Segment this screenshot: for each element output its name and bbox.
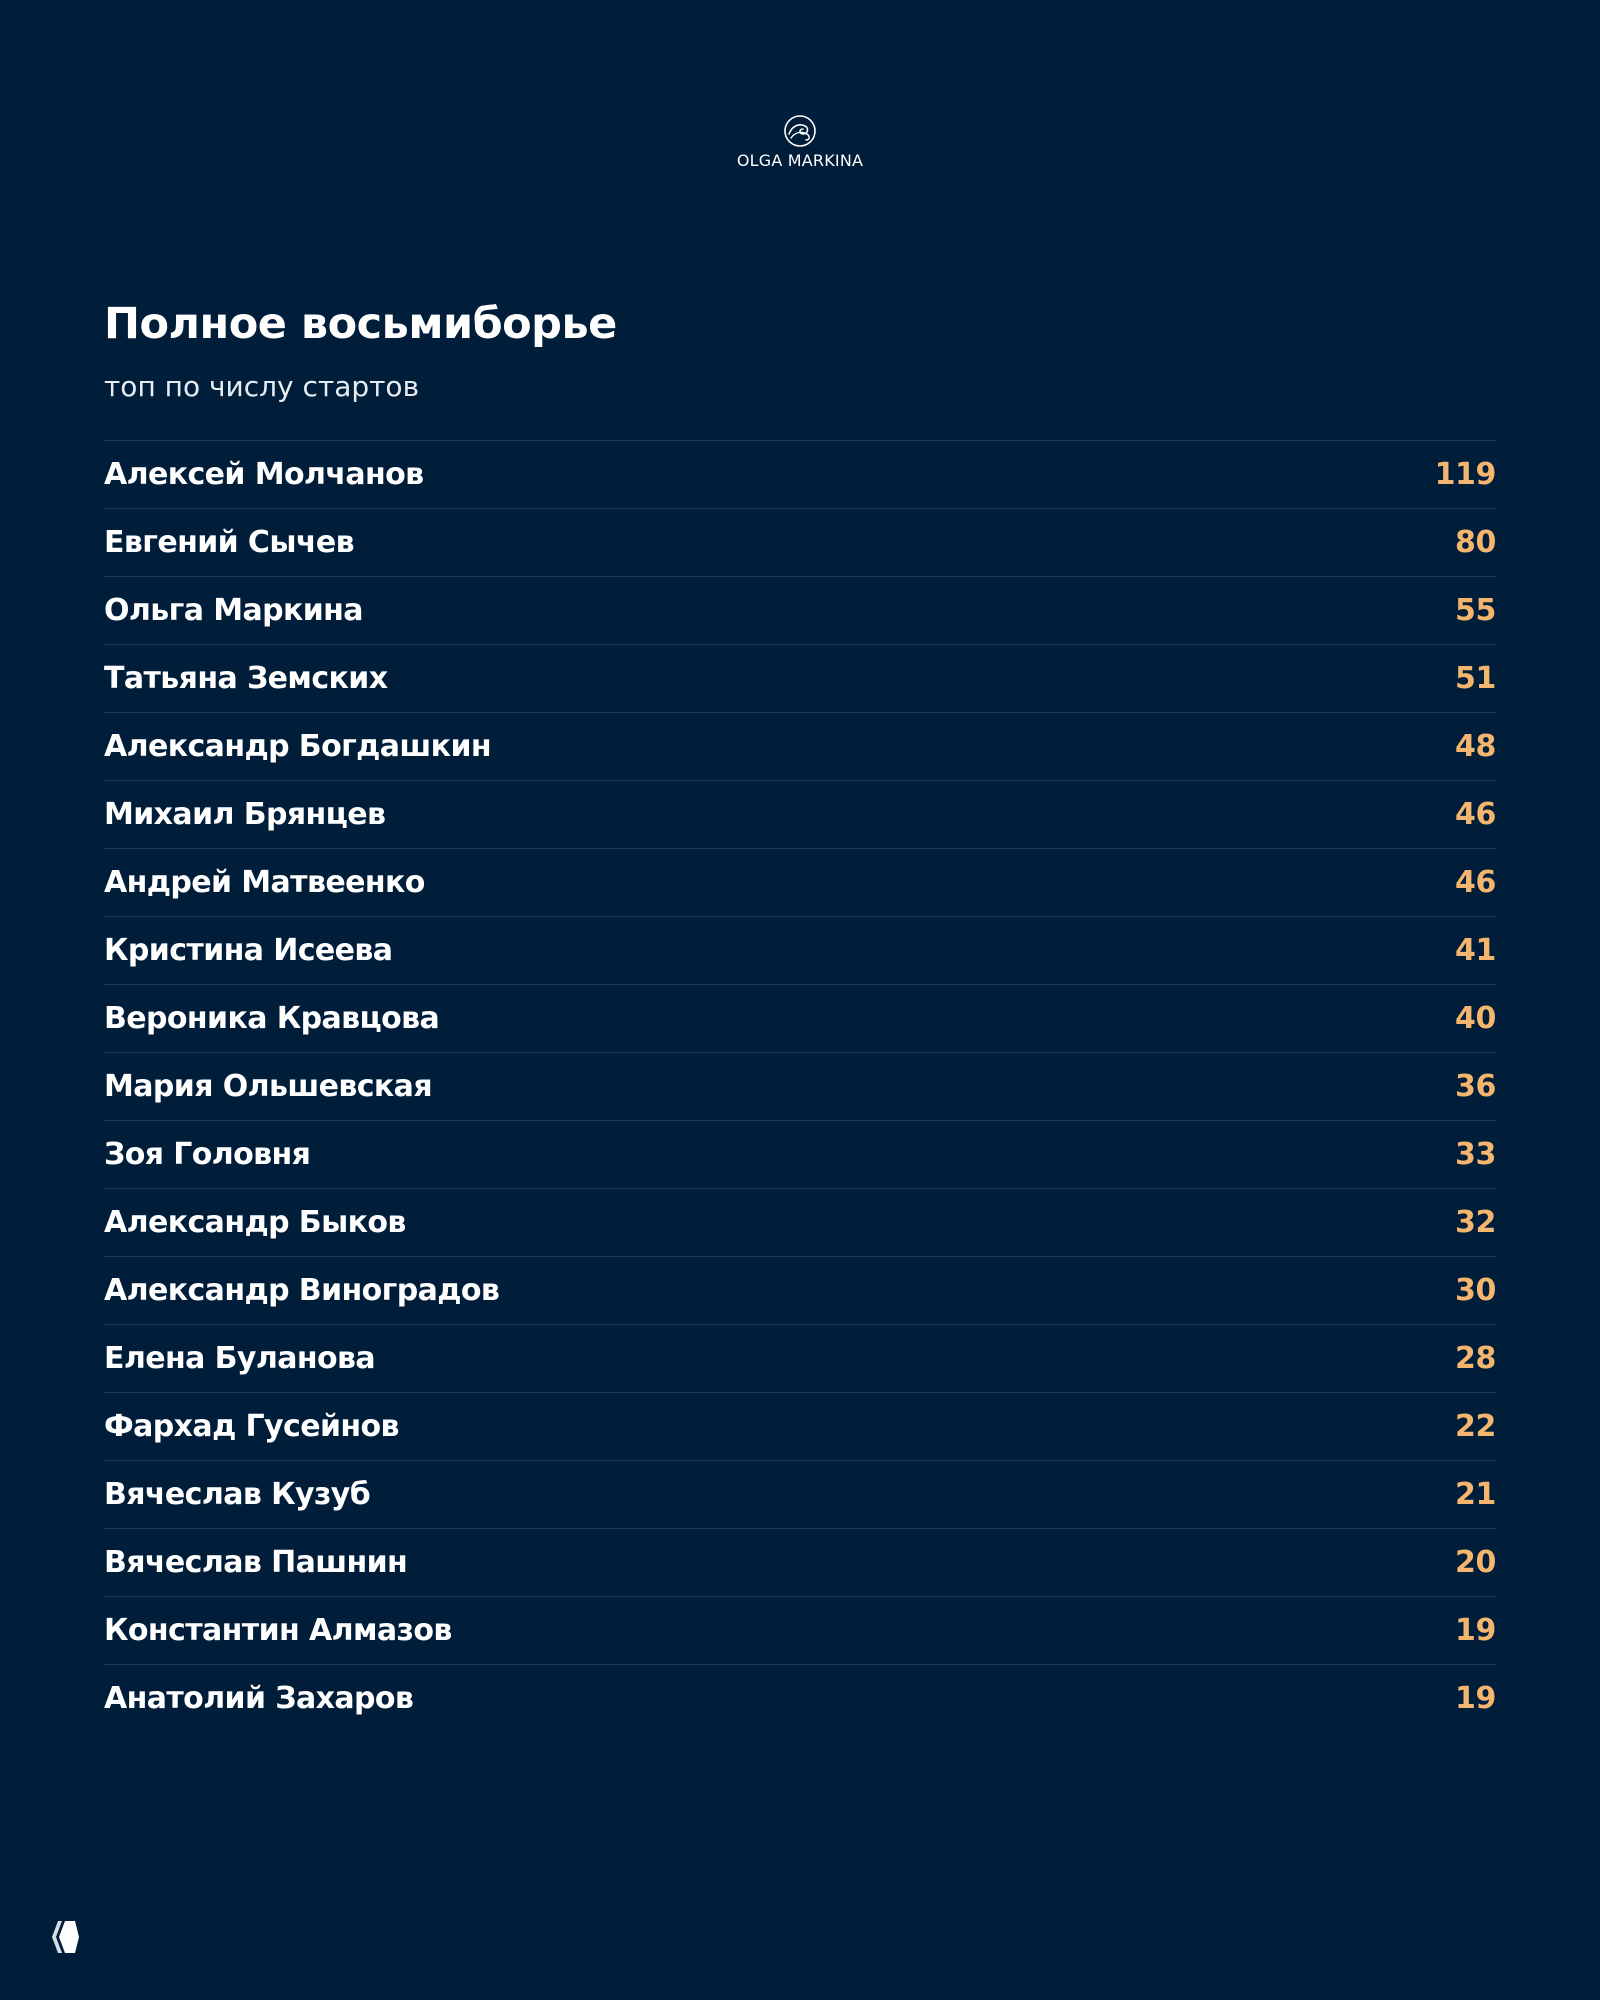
athlete-name: Елена Буланова: [104, 1341, 376, 1376]
ranking-row: [104, 1665, 1496, 1732]
ranking-row: [104, 1461, 1496, 1529]
starts-count: 22: [1455, 1409, 1496, 1444]
starts-count: 46: [1455, 797, 1496, 832]
athlete-name: Вячеслав Пашнин: [104, 1545, 408, 1580]
starts-count: 28: [1455, 1341, 1496, 1376]
starts-count: 20: [1455, 1545, 1496, 1580]
ranking-row: [104, 849, 1496, 917]
ranking-row: [104, 1121, 1496, 1189]
starts-count: 40: [1455, 1001, 1496, 1036]
page-subtitle: топ по числу стартов: [104, 370, 420, 403]
brand-header: [0, 113, 1600, 170]
starts-count: 55: [1455, 593, 1496, 628]
starts-count: 41: [1455, 933, 1496, 968]
wave-circle-logo-icon: [782, 113, 818, 149]
athlete-name: Андрей Матвеенко: [104, 865, 425, 900]
athlete-name: Евгений Сычев: [104, 525, 354, 560]
athlete-name: Кристина Исеева: [104, 933, 393, 968]
starts-count: 80: [1455, 525, 1496, 560]
athlete-name: Константин Алмазов: [104, 1613, 452, 1648]
starts-count: 33: [1455, 1137, 1496, 1172]
ranking-row: [104, 645, 1496, 713]
athlete-name: Анатолий Захаров: [104, 1681, 414, 1716]
ranking-row: [104, 509, 1496, 577]
ranking-row: [104, 985, 1496, 1053]
starts-count: 119: [1434, 457, 1496, 492]
athlete-name: Зоя Головня: [104, 1137, 311, 1172]
starts-count: 30: [1455, 1273, 1496, 1308]
ranking-row: [104, 1257, 1496, 1325]
ranking-row: [104, 1597, 1496, 1665]
ranking-row: [104, 1529, 1496, 1597]
ranking-row: [104, 1053, 1496, 1121]
ranking-row: [104, 713, 1496, 781]
ranking-row: [104, 577, 1496, 645]
brand-name: OLGA MARKINA: [736, 151, 864, 170]
ranking-row: [104, 1393, 1496, 1461]
starts-count: 21: [1455, 1477, 1496, 1512]
starts-count: 32: [1455, 1205, 1496, 1240]
ranking-row: [104, 1325, 1496, 1393]
starts-count: 19: [1455, 1681, 1496, 1716]
athlete-name: Вероника Кравцова: [104, 1001, 440, 1036]
starts-count: 46: [1455, 865, 1496, 900]
athlete-name: Фархад Гусейнов: [104, 1409, 399, 1444]
ranking-row: [104, 441, 1496, 509]
athlete-name: Александр Виноградов: [104, 1273, 500, 1308]
page-title: Полное восьмиборье: [104, 299, 617, 349]
ranking-row: [104, 917, 1496, 985]
starts-count: 48: [1455, 729, 1496, 764]
athlete-name: Ольга Маркина: [104, 593, 363, 628]
starts-count: 51: [1455, 661, 1496, 696]
athlete-name: Татьяна Земских: [104, 661, 388, 696]
athlete-name: Александр Богдашкин: [104, 729, 491, 764]
ranking-list: [104, 440, 1496, 1732]
athlete-name: Александр Быков: [104, 1205, 406, 1240]
diamond-icon: [48, 1919, 80, 1955]
athlete-name: Мария Ольшевская: [104, 1069, 432, 1104]
athlete-name: Вячеслав Кузуб: [104, 1477, 371, 1512]
ranking-row: [104, 781, 1496, 849]
ranking-row: [104, 1189, 1496, 1257]
starts-count: 19: [1455, 1613, 1496, 1648]
athlete-name: Алексей Молчанов: [104, 457, 424, 492]
starts-count: 36: [1455, 1069, 1496, 1104]
athlete-name: Михаил Брянцев: [104, 797, 386, 832]
